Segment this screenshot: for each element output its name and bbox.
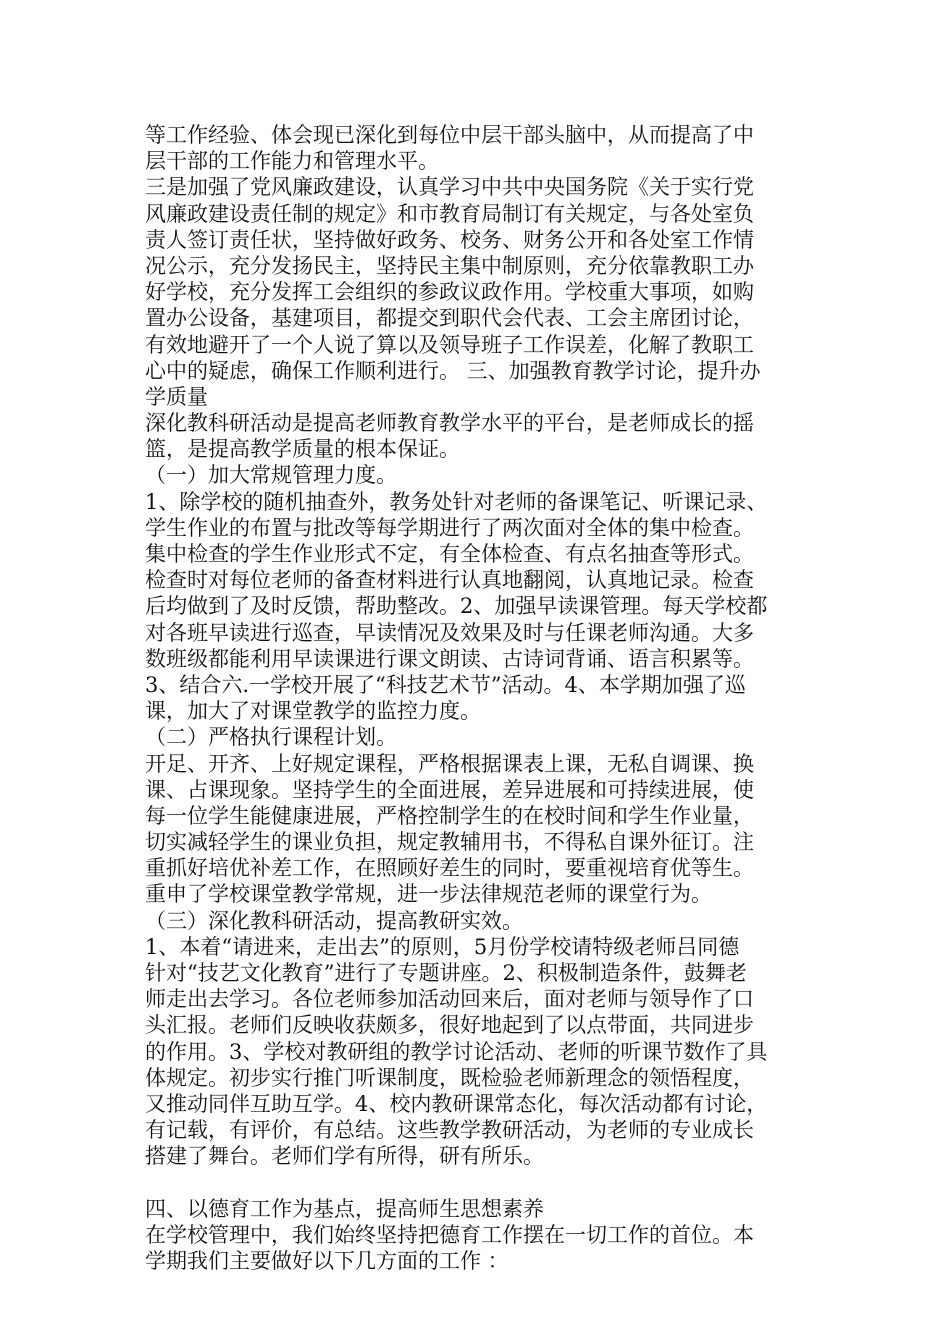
- text-line: 层干部的工作能力和管理水平。: [145, 149, 439, 174]
- text-line: 况公示，充分发扬民主，坚持民主集中制原则，充分依靠教职工办: [145, 253, 754, 278]
- text-line: 三是加强了党风廉政建设，认真学习中共中央国务院《关于实行党: [145, 175, 754, 200]
- text-line: 检查时对每位老师的备查材料进行认真地翻阅，认真地记录。检查: [145, 568, 754, 593]
- section-heading: （一）加大常规管理力度。: [145, 463, 397, 488]
- text-line: 对各班早读进行巡查，早读情况及效果及时与任课老师沟通。大多: [145, 620, 754, 645]
- text-line: 师走出去学习。各位老师参加活动回来后，面对老师与领导作了口: [145, 987, 754, 1012]
- text-line: 头汇报。老师们反映收获颇多，很好地起到了以点带面，共同进步: [145, 1013, 754, 1038]
- text-line: 篮，是提高教学质量的根本保证。: [145, 437, 460, 462]
- section-heading: （二）严格执行课程计划。: [145, 725, 397, 750]
- text-line: 有效地避开了一个人说了算以及领导班子工作误差，化解了教职工: [145, 332, 754, 357]
- text-line: 切实减轻学生的课业负担，规定教辅用书，不得私自课外征订。注: [145, 830, 754, 855]
- text-line: 心中的疑虑，确保工作顺利进行。 三、加强教育教学讨论，提升办: [145, 358, 761, 383]
- document-page: [145, 122, 805, 1274]
- text-line: 课，加大了对课堂教学的监控力度。: [145, 699, 481, 724]
- text-line: 每一位学生能健康进展，严格控制学生的在校时间和学生作业量，: [145, 803, 754, 828]
- text-line: 3、结合六.一学校开展了“科技艺术节”活动。4、本学期加强了巡: [145, 672, 746, 697]
- text-line: 开足、开齐、上好规定课程，严格根据课表上课，无私自调课、换: [145, 751, 754, 776]
- text-line: 集中检查的学生作业形式不定，有全体检查、有点名抽查等形式。: [145, 542, 754, 566]
- text-line: 在学校管理中，我们始终坚持把德育工作摆在一切工作的首位。本: [145, 1222, 754, 1247]
- text-line: 深化教科研活动是提高老师教育教学水平的平台，是老师成长的摇: [145, 411, 754, 436]
- text-line: 有记载，有评价，有总结。这些教学教研活动，为老师的专业成长: [145, 1118, 754, 1143]
- section-heading: 四、以德育工作为基点，提高师生思想素养: [145, 1196, 544, 1221]
- text-line: 又推动同伴互助互学。4、校内教研课常态化，每次活动都有讨论，: [145, 1091, 768, 1116]
- text-line: 学生作业的布置与批改等每学期进行了两次面对全体的集中检查。: [145, 515, 754, 540]
- text-line: 的作用。3、学校对教研组的教学讨论活动、老师的听课节数作了具: [145, 1039, 768, 1064]
- text-line: 学期我们主要做好以下几方面的工作 ：: [145, 1249, 509, 1274]
- text-line: 针对“技艺文化教育”进行了专题讲座。2、积极制造条件，鼓舞老: [145, 961, 747, 985]
- text-line: 数班级都能利用早读课进行课文朗读、古诗词背诵、语言积累等。: [145, 646, 754, 671]
- text-line: 重抓好培优补差工作，在照顾好差生的同时，要重视培育优等生。: [145, 856, 754, 881]
- text-line: 体规定。初步实行推门听课制度，既检验老师新理念的领悟程度，: [145, 1065, 754, 1090]
- text-line: 责人签订责任状，坚持做好政务、校务、财务公开和各处室工作情: [145, 227, 754, 252]
- text-line: 风廉政建设责任制的规定》和市教育局制订有关规定，与各处室负: [145, 201, 754, 226]
- section-heading: （三）深化教科研活动，提高教研实效。: [145, 908, 523, 933]
- text-line: 置办公设备，基建项目，都提交到职代会代表、工会主席团讨论，: [145, 306, 754, 331]
- text-line: 重申了学校课堂教学常规，进一步法律规范老师的课堂行为。: [145, 882, 712, 907]
- text-line: 课、占课现象。坚持学生的全面进展，差异进展和可持续进展，使: [145, 777, 754, 802]
- text-line: 1、除学校的随机抽查外，教务处针对老师的备课笔记、听课记录、: [145, 489, 768, 514]
- text-line: 好学校，充分发挥工会组织的参政议政作用。学校重大事项，如购: [145, 280, 754, 305]
- text-line: 后均做到了及时反馈，帮助整改。2、加强早读课管理。每天学校都: [145, 594, 768, 619]
- text-line: 1、本着“请进来，走出去”的原则，5月份学校请特级老师吕同德: [145, 934, 740, 959]
- text-line: 搭建了舞台。老师们学有所得，研有所乐。: [145, 1144, 544, 1169]
- blank-line: [145, 1170, 805, 1196]
- text-line: 等工作经验、体会现已深化到每位中层干部头脑中，从而提高了中: [145, 123, 754, 147]
- text-line: 学质量: [145, 384, 208, 409]
